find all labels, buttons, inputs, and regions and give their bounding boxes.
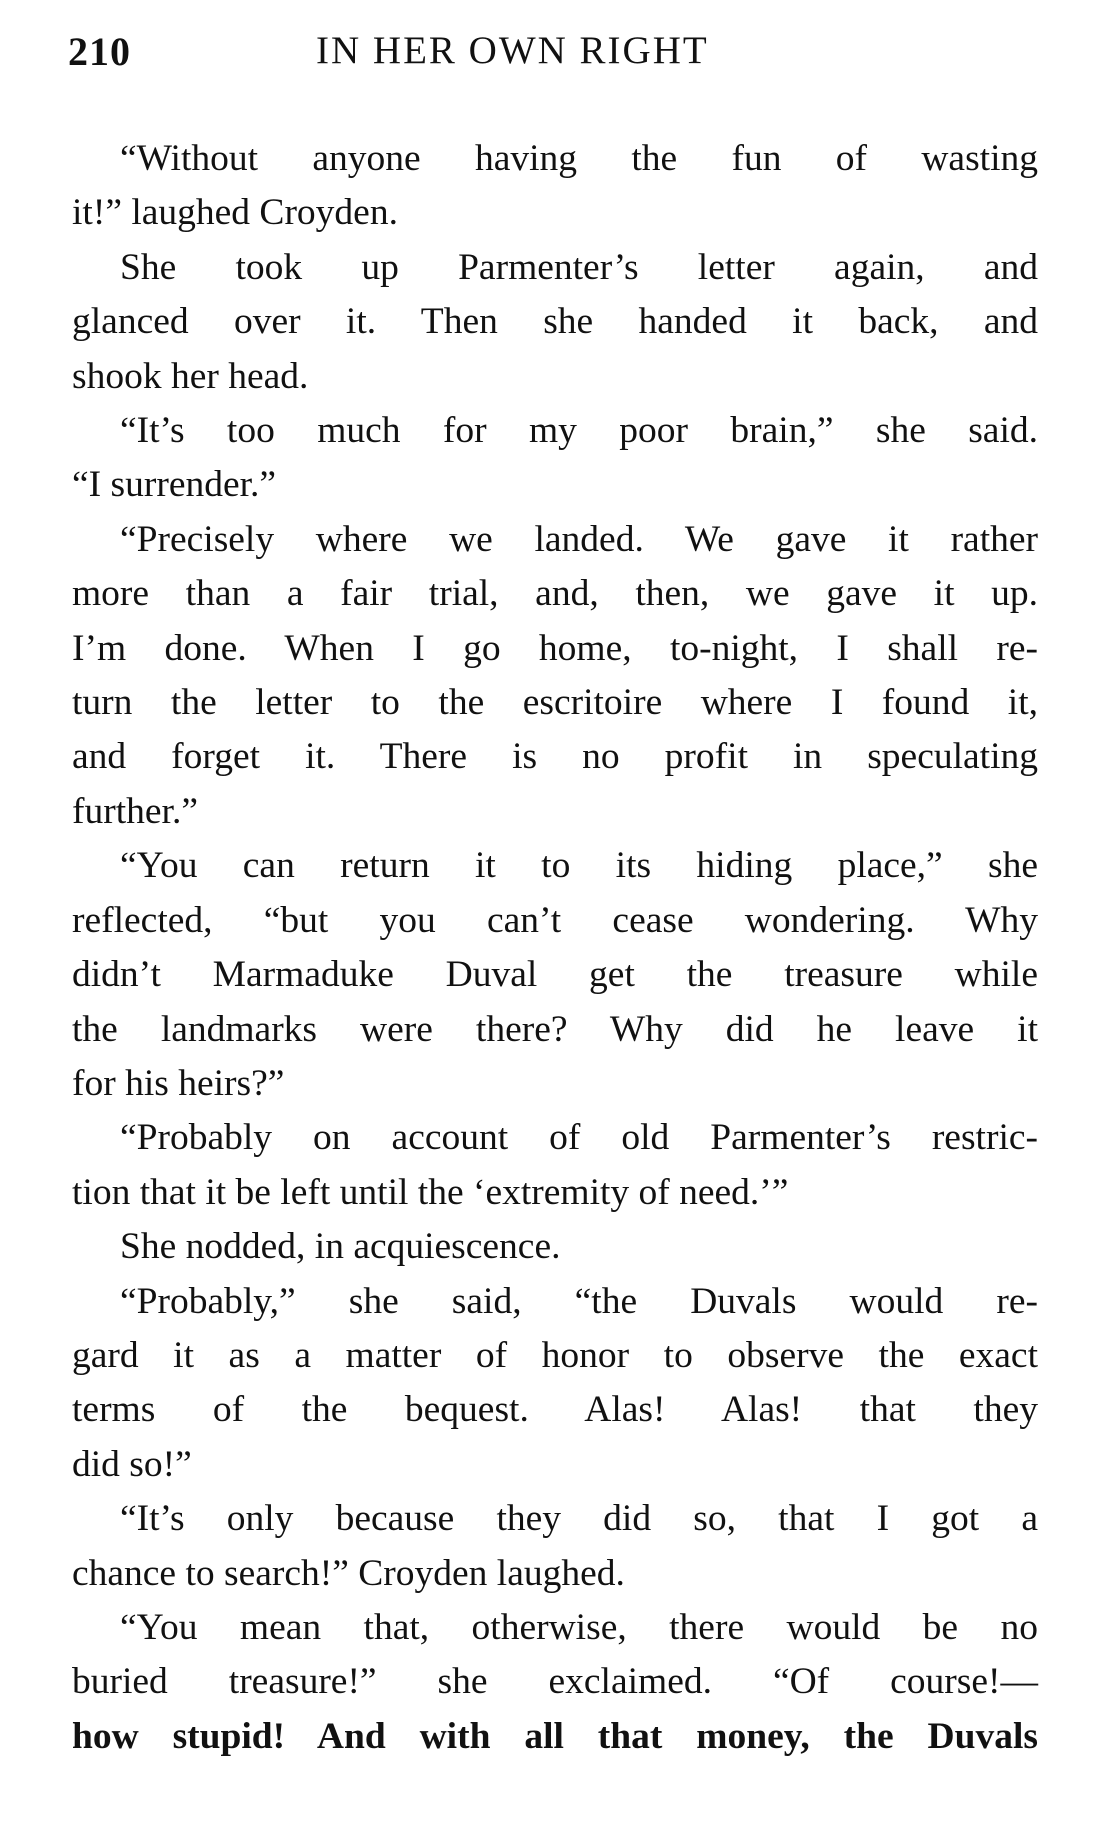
text-line: didn’t Marmaduke Duval get the treasure while bbox=[72, 954, 1038, 996]
text-line: the landmarks were there? Why did he leave it bbox=[72, 1008, 1038, 1050]
text-line: for his heirs?” bbox=[72, 1062, 285, 1104]
text-line: how stupid! And with all that money, the Duvals bbox=[72, 1715, 1038, 1757]
text-line: terms of the bequest. Alas! Alas! that they bbox=[72, 1389, 1038, 1431]
text-line: shook her head. bbox=[72, 355, 309, 397]
text-line: She nodded, in acquiescence. bbox=[120, 1226, 561, 1268]
running-title: IN HER OWN RIGHT bbox=[316, 29, 709, 72]
text-line: and forget it. There is no profit in speculating bbox=[72, 736, 1038, 778]
page-number: 210 bbox=[68, 29, 131, 74]
text-line: I’m done. When I go home, to-night, I shall re- bbox=[72, 627, 1038, 669]
text-line: chance to search!” Croyden laughed. bbox=[72, 1552, 625, 1594]
text-line: gard it as a matter of honor to observe the exact bbox=[72, 1334, 1038, 1376]
body-text bbox=[72, 132, 1038, 1764]
text-line: turn the letter to the escritoire where I found it, bbox=[72, 682, 1038, 724]
text-line: reflected, “but you can’t cease wondering. Why bbox=[72, 899, 1038, 941]
text-line: further.” bbox=[72, 790, 198, 832]
text-line: She took up Parmenter’s letter again, and bbox=[120, 246, 1038, 288]
text-line: “Probably,” she said, “the Duvals would re- bbox=[120, 1280, 1038, 1322]
page-header bbox=[68, 28, 1043, 88]
text-line: it!” laughed Croyden. bbox=[72, 192, 398, 234]
text-line: buried treasure!” she exclaimed. “Of course!— bbox=[72, 1661, 1038, 1703]
text-line: “You mean that, otherwise, there would be no bbox=[120, 1606, 1038, 1648]
text-line: “Without anyone having the fun of wasting bbox=[120, 138, 1038, 179]
text-line: tion that it be left until the ‘extremity of need.’” bbox=[72, 1171, 789, 1213]
text-line: “It’s only because they did so, that I got a bbox=[120, 1498, 1038, 1540]
text-line: “You can return it to its hiding place,” she bbox=[120, 845, 1038, 887]
text-line: did so!” bbox=[72, 1443, 192, 1485]
text-line: “Precisely where we landed. We gave it rather bbox=[120, 518, 1038, 560]
text-line: more than a fair trial, and, then, we gave it up. bbox=[72, 573, 1038, 615]
text-line: “I surrender.” bbox=[72, 464, 277, 506]
text-line: “It’s too much for my poor brain,” she said. bbox=[120, 410, 1038, 452]
text-line: “Probably on account of old Parmenter’s restric- bbox=[120, 1117, 1038, 1159]
text-line: glanced over it. Then she handed it back, and bbox=[72, 301, 1038, 343]
